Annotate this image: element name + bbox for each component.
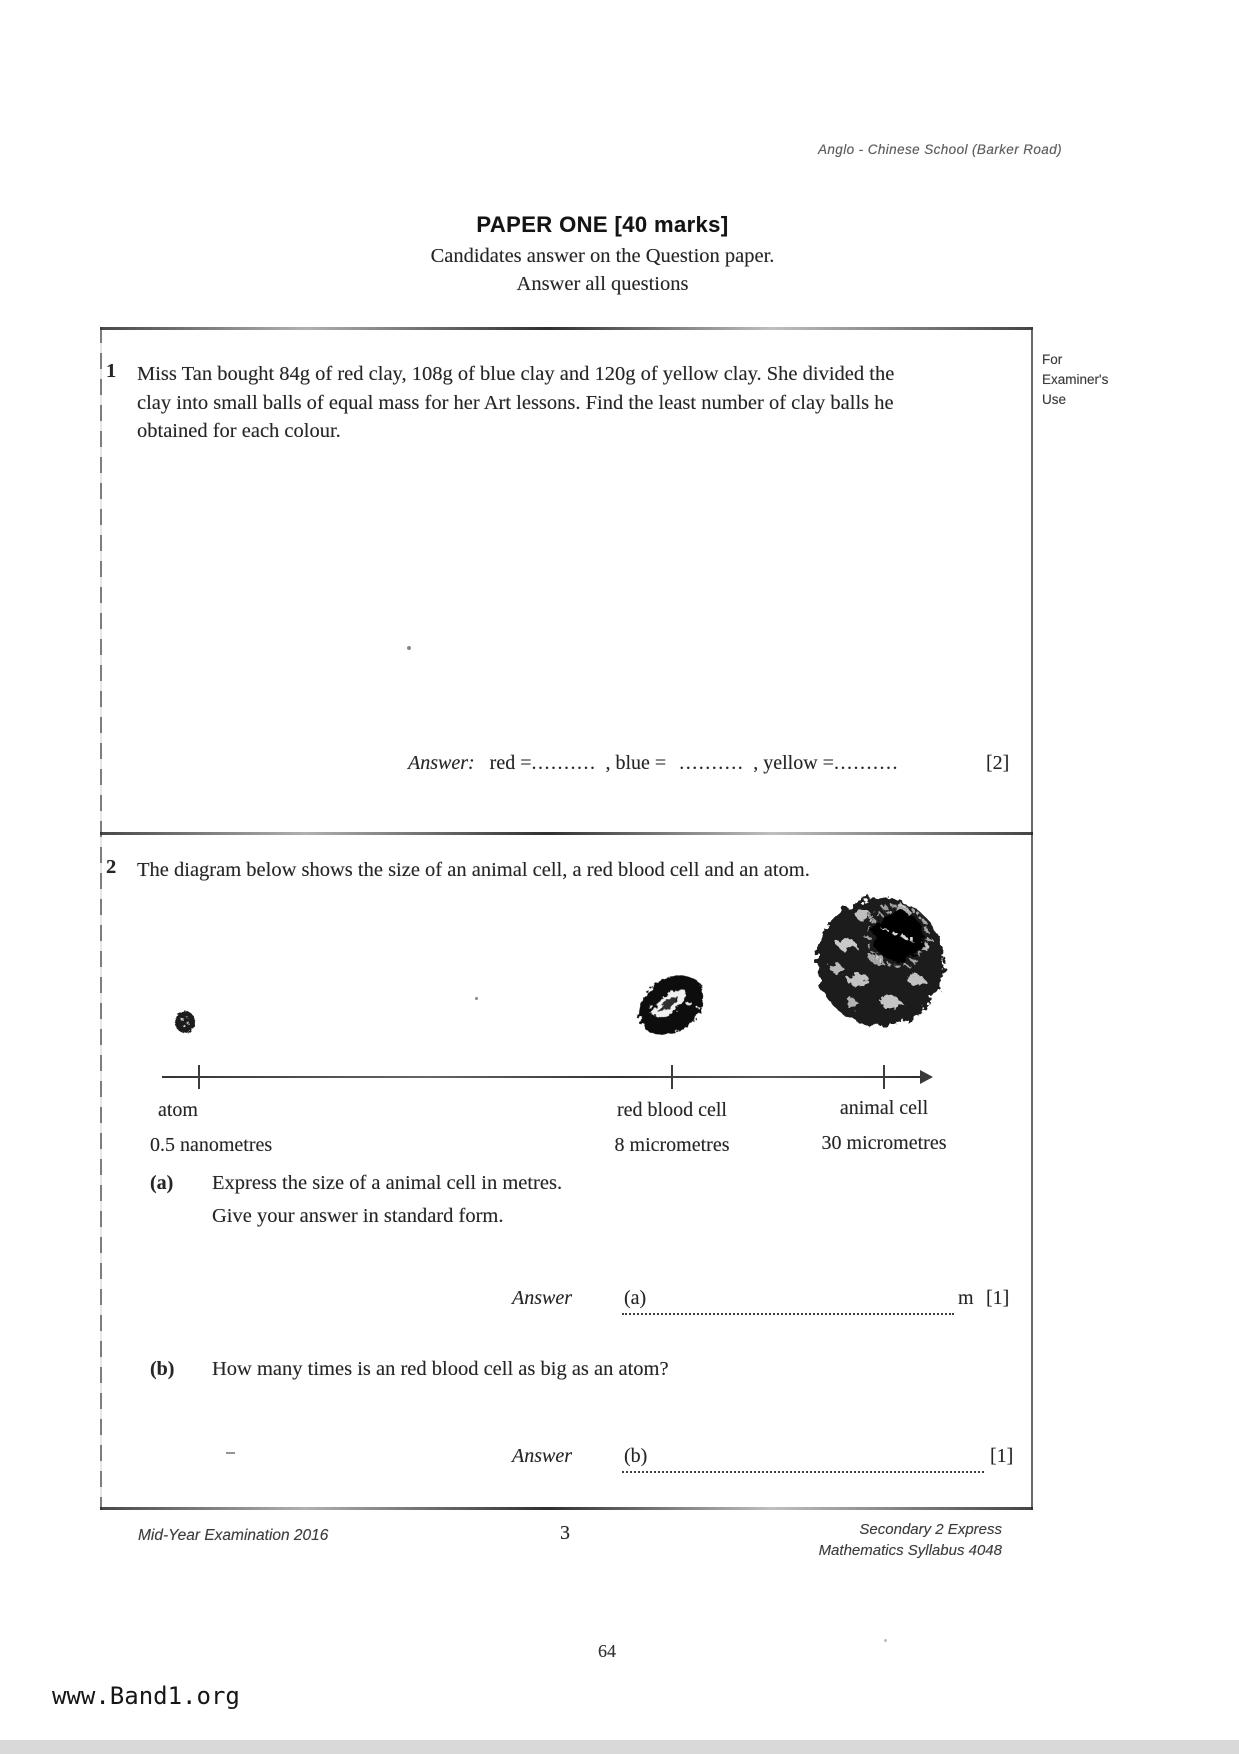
part-a-answer-label: Answer <box>512 1287 572 1309</box>
bottom-scan-bar <box>0 1740 1239 1754</box>
footer-page-number: 3 <box>560 1522 570 1544</box>
footer-course-info <box>740 1519 1002 1561</box>
part-a-text-line2: Give your answer in standard form. <box>212 1205 504 1227</box>
part-a-answer-blank <box>622 1287 954 1315</box>
question-1-number: 1 <box>106 360 117 382</box>
question-2-text: The diagram below shows the size of an animal cell, a red blood cell and an atom. <box>137 859 810 881</box>
scan-speck <box>226 1452 235 1454</box>
part-a-answer-ref: (a) <box>624 1287 647 1309</box>
animal-cell-size-label: 30 micrometres <box>821 1132 947 1154</box>
answer-red-blank: .......... <box>531 752 597 774</box>
atom-size-label: 0.5 nanometres <box>150 1134 273 1156</box>
part-a-text-line1: Express the size of a animal cell in metres. <box>212 1172 563 1194</box>
part-a-marks: [1] <box>986 1287 1010 1309</box>
answer-label: Answer: <box>408 752 475 774</box>
red-blood-cell-size-label: 8 micrometres <box>614 1134 730 1156</box>
bottom-page-number: 64 <box>598 1641 616 1661</box>
number-line <box>162 1076 922 1078</box>
part-b-text: How many times is an red blood cell as big as an atom? <box>212 1358 669 1380</box>
answer-blue-blank: .......... <box>679 752 745 774</box>
question-2-number: 2 <box>106 856 117 878</box>
animal-cell-image <box>806 884 956 1042</box>
part-b-answer-label: Answer <box>512 1445 572 1467</box>
box-bottom-border <box>100 1507 1033 1510</box>
number-line-arrowhead <box>920 1070 933 1084</box>
paper-subtitle-1: Candidates answer on the Question paper. <box>430 245 775 267</box>
scan-speck <box>407 646 411 650</box>
animal-cell-tick <box>883 1065 885 1089</box>
red-blood-cell-tick <box>671 1065 673 1089</box>
red-blood-cell-label: red blood cell <box>617 1099 727 1121</box>
watermark-url: www.Band1.org <box>52 1682 240 1710</box>
paper-subtitle-2: Answer all questions <box>516 273 689 295</box>
box-right-border <box>1031 327 1033 1510</box>
question-1-answer-line <box>408 752 899 775</box>
examiner-use-line3: Use <box>1042 392 1067 407</box>
scan-speck <box>475 997 478 1000</box>
part-b-answer-blank <box>622 1445 984 1473</box>
part-a-unit: m <box>958 1287 974 1309</box>
box-divider <box>100 832 1033 835</box>
school-header: Anglo - Chinese School (Barker Road) <box>818 142 1063 157</box>
examiner-use-line1: For <box>1042 352 1063 367</box>
animal-cell-label: animal cell <box>839 1097 929 1119</box>
answer-yellow-blank: .......... <box>833 752 899 774</box>
part-b-answer-ref: (b) <box>624 1445 648 1467</box>
atom-label: atom <box>158 1099 198 1121</box>
red-blood-cell-image <box>626 963 716 1048</box>
question-1-text: Miss Tan bought 84g of red clay, 108g of blue clay and 120g of yellow clay. She divided the clay into small balls of equal mass for her Art lessons. Find the least number of clay balls he obtained for each colour. <box>137 363 895 442</box>
footer-course-line1: Secondary 2 Express <box>859 1521 1002 1538</box>
part-b-marks: [1] <box>990 1445 1014 1467</box>
atom-tick <box>198 1065 200 1089</box>
box-top-border <box>100 327 1033 330</box>
answer-blue-label: , blue = <box>605 752 667 774</box>
footer-exam-name: Mid-Year Examination 2016 <box>138 1527 329 1544</box>
part-b-label: (b) <box>150 1358 175 1380</box>
footer-course-line2: Mathematics Syllabus 4048 <box>818 1542 1002 1559</box>
part-a-label: (a) <box>150 1172 174 1194</box>
answer-yellow-label: , yellow = <box>753 752 834 774</box>
paper-title: PAPER ONE [40 marks] <box>476 212 729 237</box>
box-left-border <box>100 327 102 1510</box>
question-1-marks: [2] <box>986 752 1010 774</box>
examiner-use-line2: Examiner's <box>1042 372 1109 387</box>
atom-image <box>170 1006 200 1038</box>
examiner-use-note <box>1042 350 1108 410</box>
answer-red-label: red = <box>489 752 532 774</box>
scan-speck <box>884 1639 887 1642</box>
